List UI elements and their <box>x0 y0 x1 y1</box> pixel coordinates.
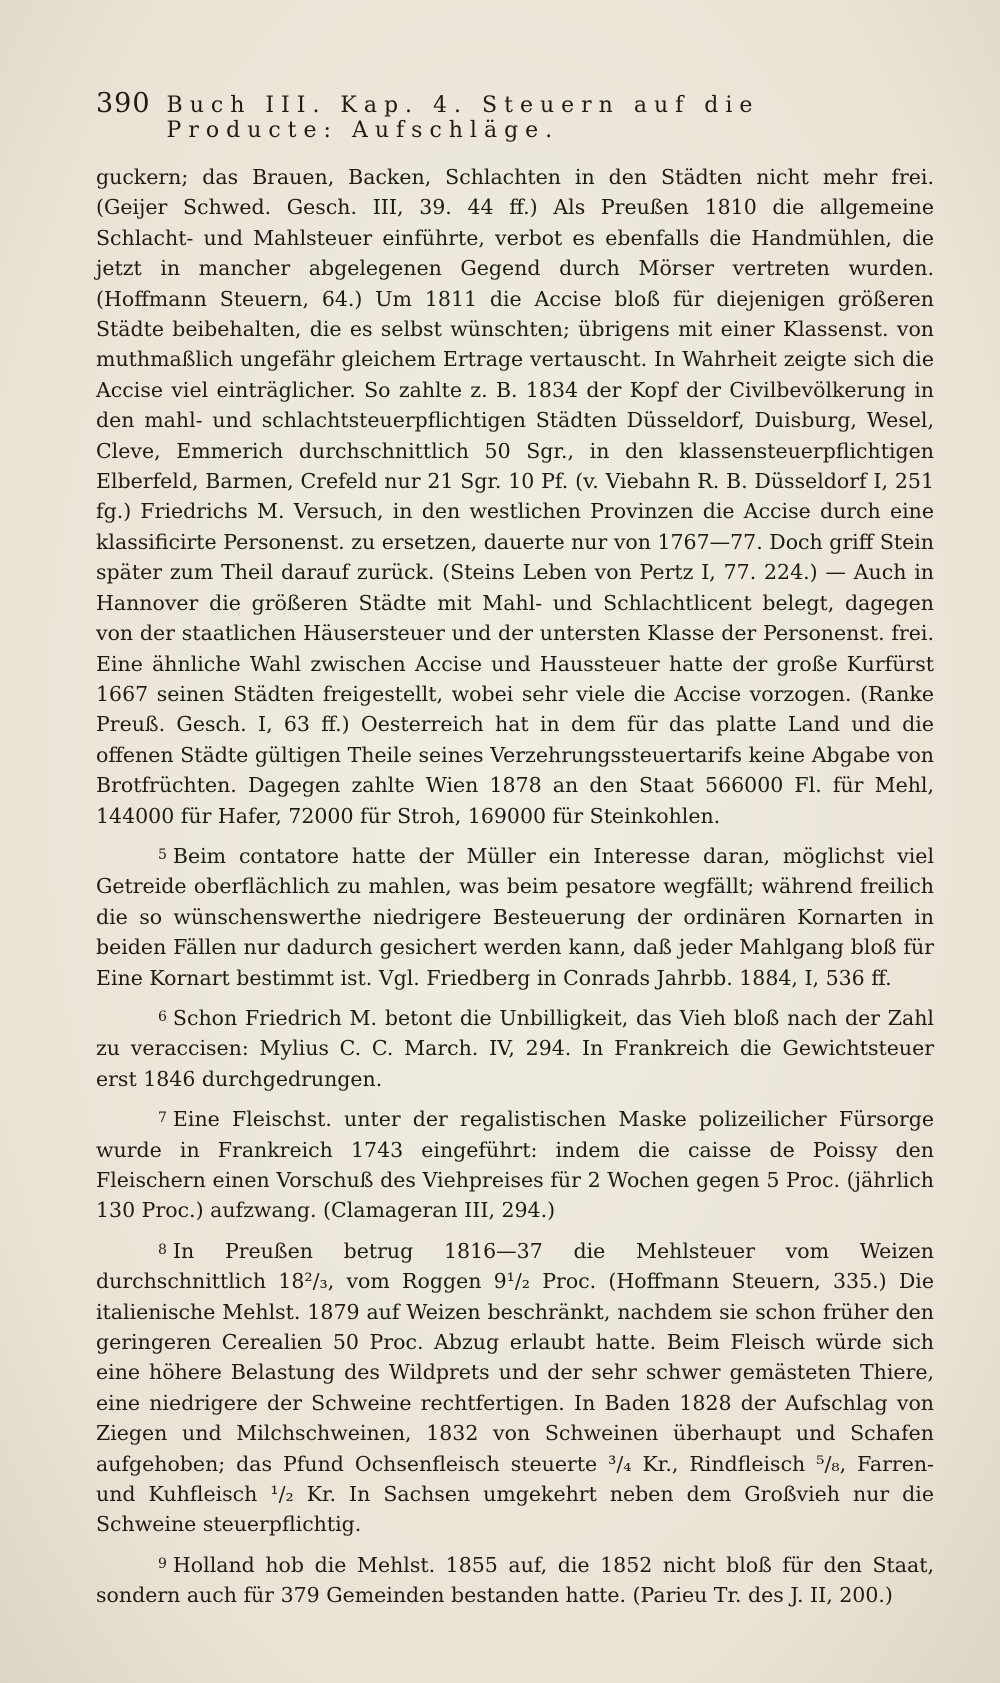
footnote-mark: 9 <box>158 1555 167 1572</box>
footnote-7 <box>96 1103 934 1226</box>
footnote-9 <box>96 1549 934 1611</box>
footnote-text: Beim contatore hatte der Müller ein Interesse daran, möglichst viel Getreide oberflächlich zu mahlen, was beim pesatore wegfällt; während freilich die so wünschenswerthe niedrigere Besteuerung der ordinären Kornarten in beiden Fällen nur dadurch gesichert werden kann, daß jeder Mahlgang bloß für Eine Kornart bestimmt ist. Vgl. Friedberg in Conrads Jahrbb. 1884, I, 536 ff. <box>96 843 934 990</box>
footnote-text: In Preußen betrug 1816—37 die Mehlsteuer vom Weizen durchschnittlich 18²/₃, vom Roggen 9¹/₂ Proc. (Hoffmann Steuern, 335.) Die italienische Mehlst. 1879 auf Weizen beschränkt, nachdem sie schon früher den geringeren Cerealien 50 Proc. Abzug erlaubt hatte. Beim Fleisch würde sich eine höhere Belastung des Wildprets und der sehr schwer gemästeten Thiere, eine niedrigere der Schweine rechtfertigen. In Baden 1828 der Aufschlag von Ziegen und Milchschweinen, 1832 von Schweinen überhaupt und Schafen aufgehoben; das Pfund Ochsenfleisch steuerte ³/₄ Kr., Rindfleisch ⁵/₈, Farren- und Kuhfleisch ¹/₂ Kr. In Sachsen umgekehrt neben dem Großvieh nur die Schweine steuerpflichtig. <box>96 1238 934 1537</box>
running-head-title: Buch III. Kap. 4. Steuern auf die Producte: Aufschläge. <box>166 93 760 143</box>
footnote-5 <box>96 840 934 993</box>
running-head <box>96 88 934 143</box>
footnote-text: Eine Fleischst. unter der regalistischen Maske polizeilicher Fürsorge wurde in Frankreich 1743 eingeführt: indem die caisse de Poissy den Fleischern einen Vorschuß des Viehpreises für 2 Wochen gegen 5 Proc. (jährlich 130 Proc.) aufzwang. (Clamageran III, 294.) <box>96 1107 934 1223</box>
footnote-mark: 7 <box>158 1110 167 1127</box>
page-number: 390 <box>96 88 151 119</box>
footnote-mark: 6 <box>158 1008 167 1025</box>
footnote-8 <box>96 1235 934 1540</box>
footnote-text: Holland hob die Mehlst. 1855 auf, die 1852 nicht bloß für den Staat, sondern auch für 379 Gemeinden bestanden hatte. (Parieu Tr. des J. II, 200.) <box>96 1552 934 1608</box>
footnote-mark: 5 <box>158 846 167 863</box>
footnote-mark: 8 <box>158 1241 167 1258</box>
footnote-6 <box>96 1002 934 1094</box>
footnote-text: Schon Friedrich M. betont die Unbilligkeit, das Vieh bloß nach der Zahl zu veraccisen: Mylius C. C. March. IV, 294. In Frankreich die Gewichtsteuer erst 1846 durchgedrungen. <box>96 1005 934 1091</box>
main-paragraph: guckern; das Brauen, Backen, Schlachten in den Städten nicht mehr frei. (Geijer Schwed. Gesch. III, 39. 44 ff.) Als Preußen 1810 die allgemeine Schlacht- und Mahlsteuer einführte, verbot es ebenfalls die Handmühlen, die jetzt in mancher abgelegenen Gegend durch Mörser vertreten wurden. (Hoffmann Steuern, 64.) Um 1811 die Accise bloß für diejenigen größeren Städte beibehalten, die es selbst wünschten; übrigens mit einer Klassenst. von muthmaßlich ungefähr gleichem Ertrage vertauscht. In Wahrheit zeigte sich die Accise viel einträglicher. So zahlte z. B. 1834 der Kopf der Civilbevölkerung in den mahl- und schlachtsteuerpflichtigen Städten Düsseldorf, Duisburg, Wesel, Cleve, Emmerich durchschnittlich 50 Sgr., in den klassensteuerpflichtigen Elberfeld, Barmen, Crefeld nur 21 Sgr. 10 Pf. (v. Viebahn R. B. Düsseldorf I, 251 fg.) Friedrichs M. Versuch, in den westlichen Provinzen die Accise durch eine klassificirte Personenst. zu ersetzen, dauerte nur von 1767—77. Doch griff Stein später zum Theil darauf zurück. (Steins Leben von Pertz I, 77. 224.) — Auch in Hannover die größeren Städte mit Mahl- und Schlachtlicent belegt, dagegen von der staatlichen Häusersteuer und der untersten Klasse der Personenst. frei. Eine ähnliche Wahl zwischen Accise und Haussteuer hatte der große Kurfürst 1667 seinen Städten freigestellt, wobei sehr viele die Accise vorzogen. (Ranke Preuß. Gesch. I, 63 ff.) Oesterreich hat in dem für das platte Land und die offenen Städte gültigen Theile seines Verzehrungssteuertarifs keine Abgabe von Brotfrüchten. Dagegen zahlte Wien 1878 an den Staat 566000 Fl. für Mehl, 144000 für Hafer, 72000 für Stroh, 169000 für Steinkohlen. <box>96 165 934 828</box>
